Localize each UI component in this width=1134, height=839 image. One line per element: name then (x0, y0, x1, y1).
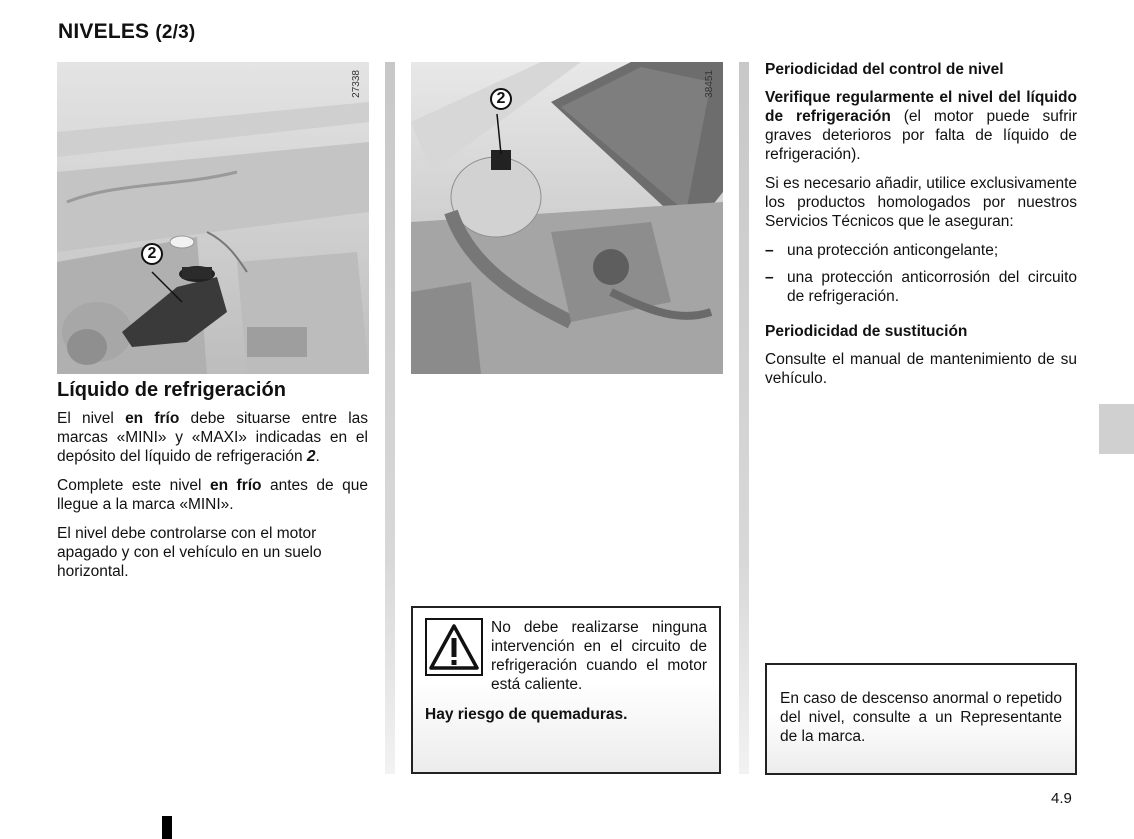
text-run: antes de que llegue a la marca «MINI». (57, 477, 368, 513)
warning-emphasis: Hay riesgo de quemaduras. (425, 706, 628, 723)
photo-reference: 38451 (704, 70, 715, 98)
warning-text: No debe realizarse ninguna intervención en el circuito de refrigeración cuando el motor está caliente. (491, 619, 707, 693)
text-run: (el motor puede sufrir graves deterioros por falta de líquido de refrigeración). (765, 108, 1077, 163)
text-run: El nivel (57, 410, 126, 427)
warning-triangle-icon (425, 618, 483, 676)
callout-2: 2 (141, 243, 163, 265)
engine-bay-illustration-2 (411, 62, 723, 374)
list-item: – una protección anticongelante; (765, 241, 1077, 260)
subheading-replacement: Periodicidad de sustitución (765, 323, 968, 340)
left-column (57, 381, 368, 591)
note-text: En caso de descenso anormal o repetido del nivel, consulte a un Representante de la marca. (780, 690, 1062, 745)
note-box (765, 663, 1077, 775)
column-divider-right (739, 62, 749, 774)
right-column (765, 60, 1077, 398)
subheading-control: Periodicidad del control de nivel (765, 61, 1004, 78)
paragraph-verify (765, 88, 1077, 164)
page-title (58, 20, 195, 44)
column-divider-left (385, 62, 395, 774)
bold-run: en frío (125, 410, 180, 427)
paragraph-level-cold (57, 409, 368, 466)
crop-mark (162, 816, 172, 839)
bold-run: en frío (209, 477, 262, 494)
text-run: Complete este nivel (57, 477, 210, 494)
page-title-part: (2/3) (155, 22, 196, 43)
section-heading: Líquido de refrigeración (57, 379, 286, 401)
list-item: – una protección anticorrosión del circuito de refrigeración. (765, 268, 1077, 306)
paragraph-check-conditions: El nivel debe controlarse con el motor apagado y con el vehículo en un suelo horizontal. (57, 525, 322, 580)
bold-run: Verifique regularmente el nivel del líquido de refrigeración (765, 89, 1077, 125)
text-run: . (315, 448, 320, 465)
engine-photo-2 (411, 62, 723, 374)
callout-2: 2 (490, 88, 512, 110)
paragraph-top-up (57, 476, 368, 514)
text-run: debe situarse entre las marcas «MINI» y «MAXI» indicadas en el depósito del líquido de refrigeración (57, 410, 369, 465)
callout-reference: 2 (306, 448, 316, 465)
warning-box (411, 606, 721, 774)
page-number: 4.9 (1051, 790, 1072, 807)
paragraph-manual: Consulte el manual de mantenimiento de su vehículo. (765, 351, 1077, 387)
engine-bay-illustration-1 (57, 62, 369, 374)
chapter-thumb-tab (1099, 404, 1134, 454)
page-title-main: NIVELES (58, 20, 150, 43)
protection-list (765, 241, 1077, 306)
photo-reference: 27338 (351, 70, 362, 98)
engine-photo-1 (57, 62, 369, 374)
paragraph-products: Si es necesario añadir, utilice exclusivamente los productos homologados por nuestros Servicios Técnicos que le aseguran: (765, 175, 1077, 230)
